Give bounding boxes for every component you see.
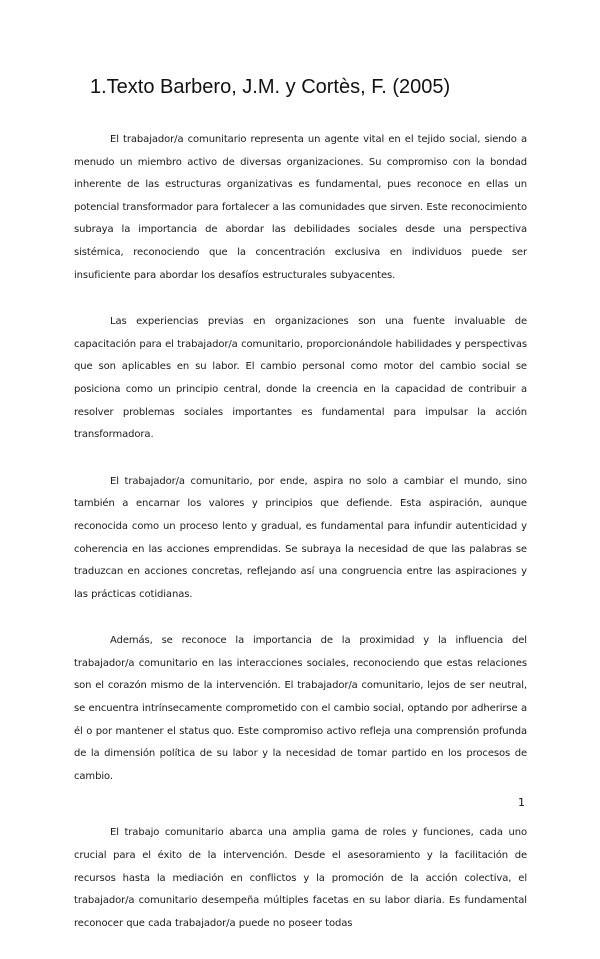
paragraph-2: Las experiencias previas en organizaciones son una fuente invaluable de capacitación para el trabajador/a comunitario, proporcionándole habilidades y perspectivas que son aplicables en su labor. El cambio personal como motor del cambio social se posiciona como un principio central, donde la creencia en la capacidad de contribuir a resolver problemas sociales importantes es fundamental para impulsar la acción transformadora. [74, 316, 527, 441]
page-number: 1 [518, 796, 525, 809]
body-text [74, 129, 527, 959]
paragraph-4: Además, se reconoce la importancia de la proximidad y la influencia del trabajador/a comunitario en las interacciones sociales, reconociendo que estas relaciones son el corazón mismo de la intervención. El trabajador/a comunitario, lejos de ser neutral, se encuentra intrínsecamente comprometido con el cambio social, optando por adherirse a él o por mantener el status quo. Este compromiso activo refleja una comprensión profunda de la dimensión política de su labor y la necesidad de tomar partido en los procesos de cambio. [74, 635, 527, 782]
paragraph-3: El trabajador/a comunitario, por ende, aspira no solo a cambiar el mundo, sino también a encarnar los valores y principios que defiende. Esta aspiración, aunque reconocida como un proceso lento y gradual, es fundamental para infundir autenticidad y coherencia en las acciones emprendidas. Se subraya la necesidad de que las palabras se traduzcan en acciones concretas, reflejando así una congruencia entre las aspiraciones y las prácticas cotidianas. [74, 475, 527, 600]
paragraph-1: El trabajador/a comunitario representa un agente vital en el tejido social, siendo a menudo un miembro activo de diversas organizaciones. Su compromiso con la bondad inherente de las estructuras organizativas es fundamental, pues reconoce en ellas un potencial transformador para fortalecer a las comunidades que sirven. Este reconocimiento subraya la importancia de abordar las debilidades sociales desde una perspectiva sistémica, reconociendo que la concentración exclusiva en individuos puede ser insuficiente para abordar los desafíos estructurales subyacentes. [74, 134, 527, 281]
paragraph-5: El trabajo comunitario abarca una amplia gama de roles y funciones, cada uno crucial para el éxito de la intervención. Desde el asesoramiento y la facilitación de recursos hasta la mediación en conflictos y la promoción de la acción colectiva, el trabajador/a comunitario desempeña múltiples facetas en su labor diaria. Es fundamental reconocer que cada trabajador/a puede no poseer todas [74, 827, 527, 929]
section-heading: 1.Texto Barbero, J.M. y Cortès, F. (2005) [90, 76, 451, 98]
